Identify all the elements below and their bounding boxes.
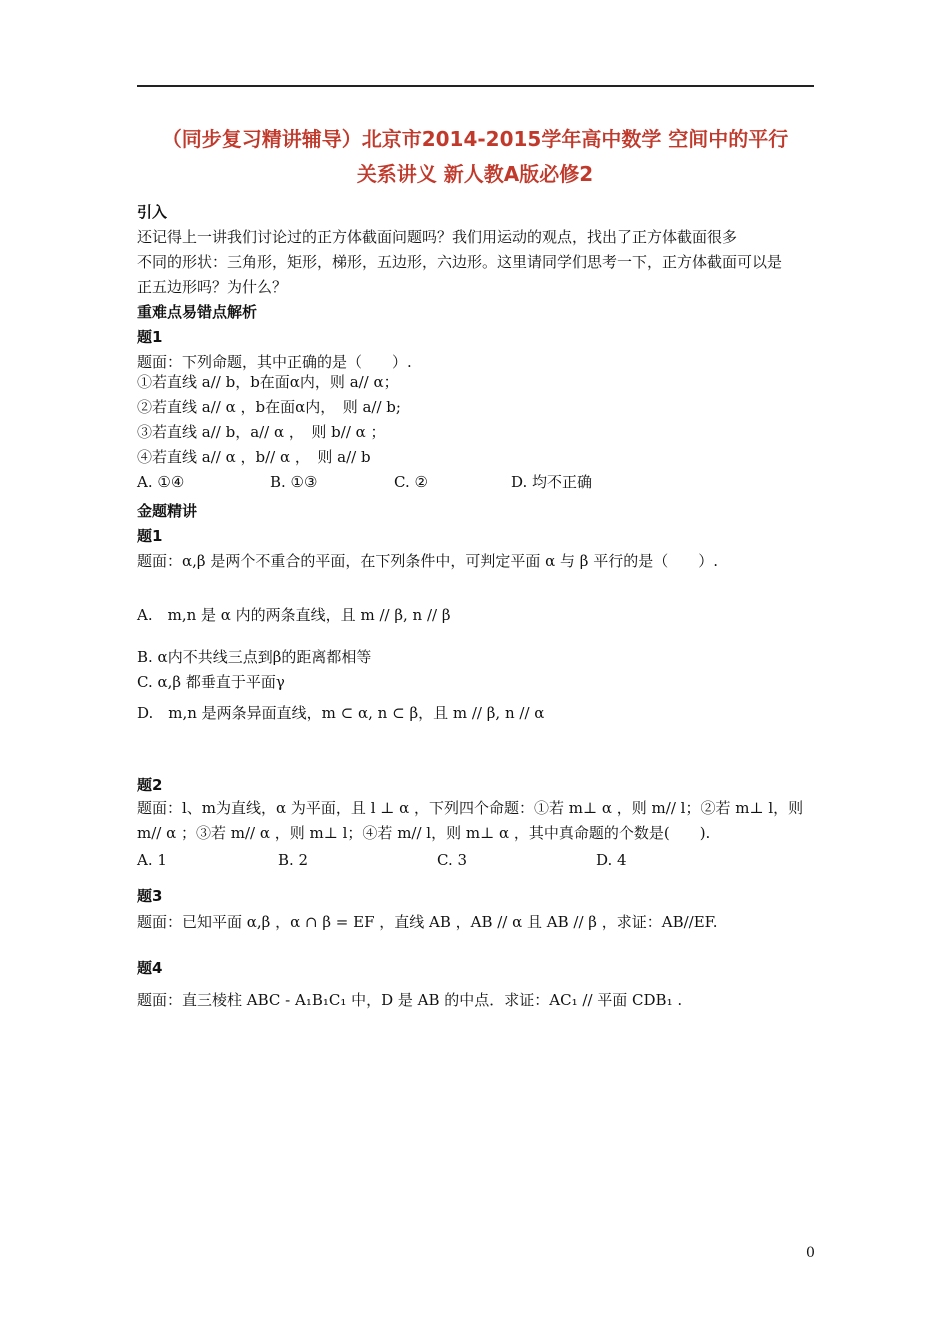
option-b: B. 2 [278,851,309,869]
option-d: D. 均不正确 [511,473,593,491]
option-a: A. ①④ [137,473,185,491]
intro-line-2: 不同的形状：三角形，矩形，梯形，五边形，六边形。这里请同学们思考一下，正方体截面可以是 [137,253,783,271]
section1-options [137,472,592,492]
p2-line-1: 题面：l、m为直线，α 为平面，且 l ⊥ α ，下列四个命题：①若 m⊥ α ，则 m// l；②若 m⊥ l，则 [137,799,804,817]
section1-item-4: ④若直线 a// α ，b// α ， 则 a// b [137,448,371,466]
doc-title-line1: （同步复习精讲辅导）北京市2014-2015学年高中数学 空间中的平行 [161,127,789,151]
option-c: C. ② [394,473,428,491]
section1-problem-title: 题1 [137,328,163,346]
option-b: B. ①③ [270,473,318,491]
p1-option-d: D. m,n 是两条异面直线，m ⊂ α, n ⊂ β，且 m // β, n // α [137,704,545,722]
option-a: A. 1 [137,851,167,869]
option-d: D. 4 [596,851,627,869]
section2-heading: 金题精讲 [137,502,198,520]
section1-item-1: ①若直线 a// b，b在面α内，则 a// α； [137,373,399,391]
p2-options [137,850,627,870]
p1-option-c: C. α,β 都垂直于平面γ [137,673,285,691]
doc-title-line2: 关系讲义 新人教A版必修2 [356,162,594,186]
option-c: C. 3 [437,851,468,869]
section1-item-2: ②若直线 a// α ，b在面α内， 则 a// b; [137,398,401,416]
p4-title: 题4 [137,959,163,977]
p3-title: 题3 [137,887,163,905]
p1-option-a: A. m,n 是 α 内的两条直线，且 m // β, n // β [137,606,451,624]
header-rule [137,85,814,87]
page-number: 0 [806,1245,815,1261]
intro-heading: 引入 [137,203,168,221]
p1-stem: 题面：α,β 是两个不重合的平面，在下列条件中，可判定平面 α 与 β 平行的是（ ）. [137,552,718,570]
p2-line-2: m// α ；③若 m// α ，则 m⊥ l；④若 m// l，则 m⊥ α ，其中真命题的个数是( ). [137,824,711,842]
p3-line: 题面：已知平面 α,β ，α ∩ β = EF ，直线 AB ，AB // α 且 AB // β ，求证：AB//EF. [137,913,718,931]
p4-line: 题面：直三棱柱 ABC - A₁B₁C₁ 中，D 是 AB 的中点．求证：AC₁ // 平面 CDB₁ . [137,991,683,1009]
section1-heading: 重难点易错点解析 [137,303,258,321]
section1-stem: 题面：下列命题，其中正确的是（ ）. [137,353,412,371]
intro-line-1: 还记得上一讲我们讨论过的正方体截面问题吗？我们用运动的观点，找出了正方体截面很多 [137,228,738,246]
section1-item-3: ③若直线 a// b，a// α ， 则 b// α ； [137,423,386,441]
p2-title: 题2 [137,776,163,794]
intro-line-3: 正五边形吗？为什么？ [137,278,288,296]
p1-option-b: B. α内不共线三点到β的距离都相等 [137,648,372,666]
p1-title: 题1 [137,527,163,545]
